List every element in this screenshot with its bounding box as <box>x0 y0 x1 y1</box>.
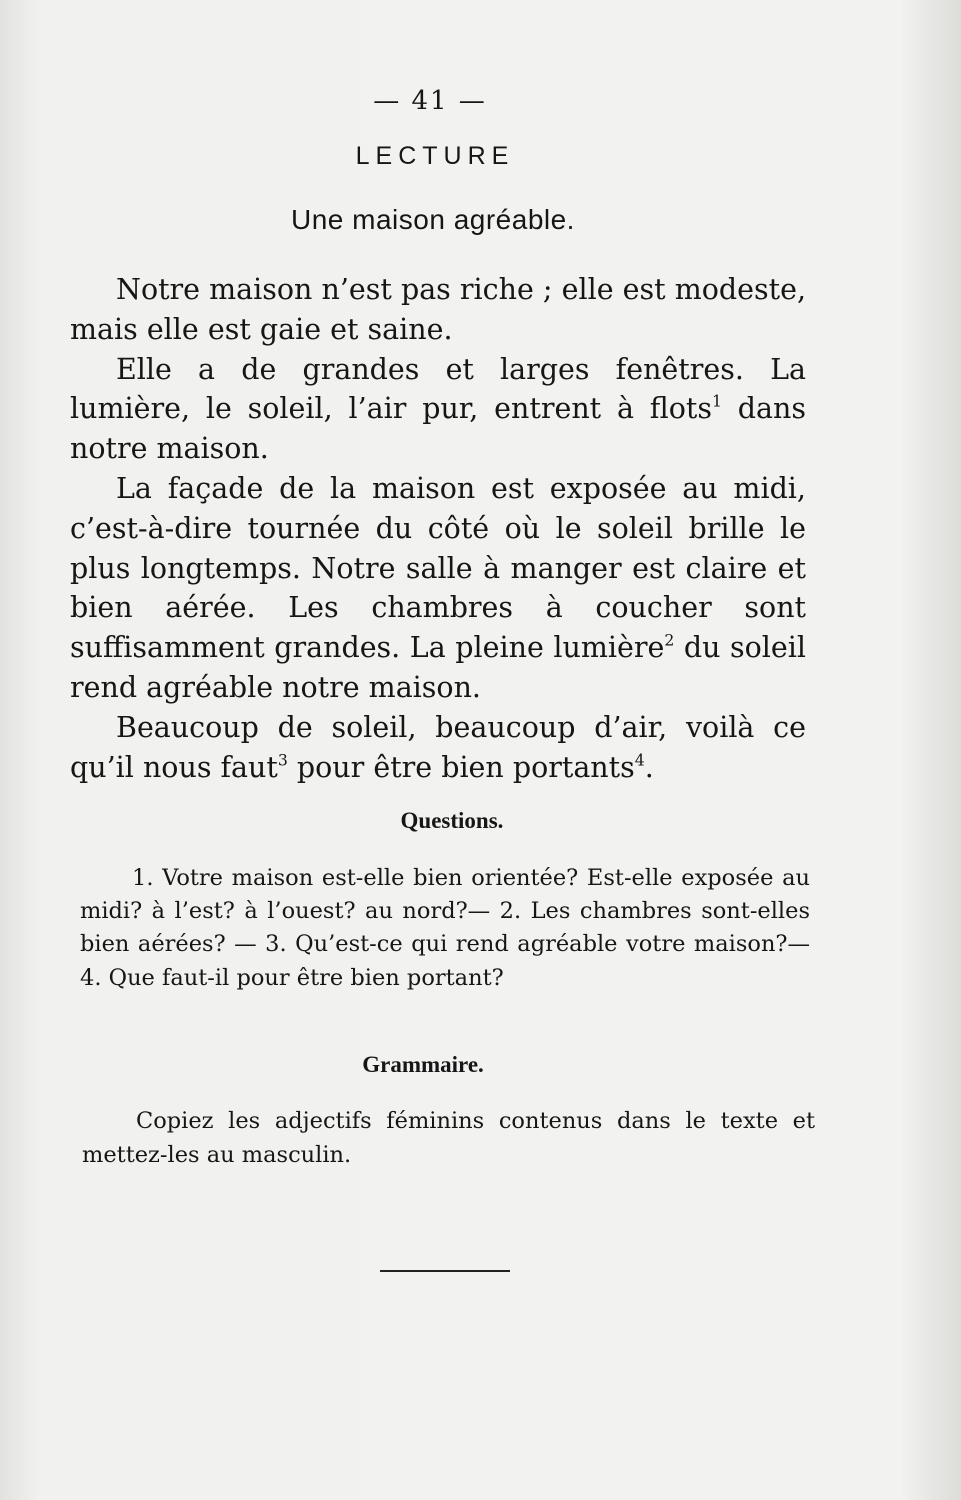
story-title: Une maison agréable. <box>291 204 575 235</box>
grammar-exercise: Copiez les adjectifs féminins contenus dans le texte et mettez-les au masculin. <box>82 1108 815 1168</box>
section-title: LECTURE <box>355 142 515 170</box>
footnote-marker: 2 <box>664 630 675 650</box>
footnote-marker: 4 <box>634 749 645 769</box>
footnote-marker: 1 <box>712 391 722 411</box>
paragraph: Notre maison n’est pas riche ; elle est modeste, mais elle est gaie et saine. <box>70 273 806 346</box>
questions-text: 1. Votre maison est-elle bien orientée? Est-elle exposée au midi? à l’est? à l’ouest? au nord?— 2. Les chambres sont-elles bien aérées? — 3. Qu’est-ce qui rend agréable votre maison?— 4. Que faut-il pour être bien portant? <box>80 865 810 991</box>
end-rule <box>380 1270 510 1272</box>
reading-text <box>70 270 806 787</box>
paragraph: Elle a de grandes et larges fenêtres. La lumière, le soleil, l’air pur, entrent à flots$^1$ dans notre maison. <box>70 352 806 466</box>
footnote-marker: 3 <box>277 749 288 769</box>
page-number: — 41 — <box>373 86 487 116</box>
paragraph: La façade de la maison est exposée au midi, c’est-à-dire tournée du côté où le soleil brille le plus longtemps. Notre salle à manger est claire et bien aérée. Les chambres à coucher sont suffisamment grandes. La pleine lumière$^2$ du soleil rend agréable notre maison. <box>70 471 806 704</box>
paragraph: Beaucoup de soleil, beaucoup d’air, voilà ce qu’il nous faut$^3$ pour être bien portants$^4$. <box>70 710 806 784</box>
questions-heading: Questions. <box>400 808 504 833</box>
grammar-heading: Grammaire. <box>362 1052 484 1077</box>
